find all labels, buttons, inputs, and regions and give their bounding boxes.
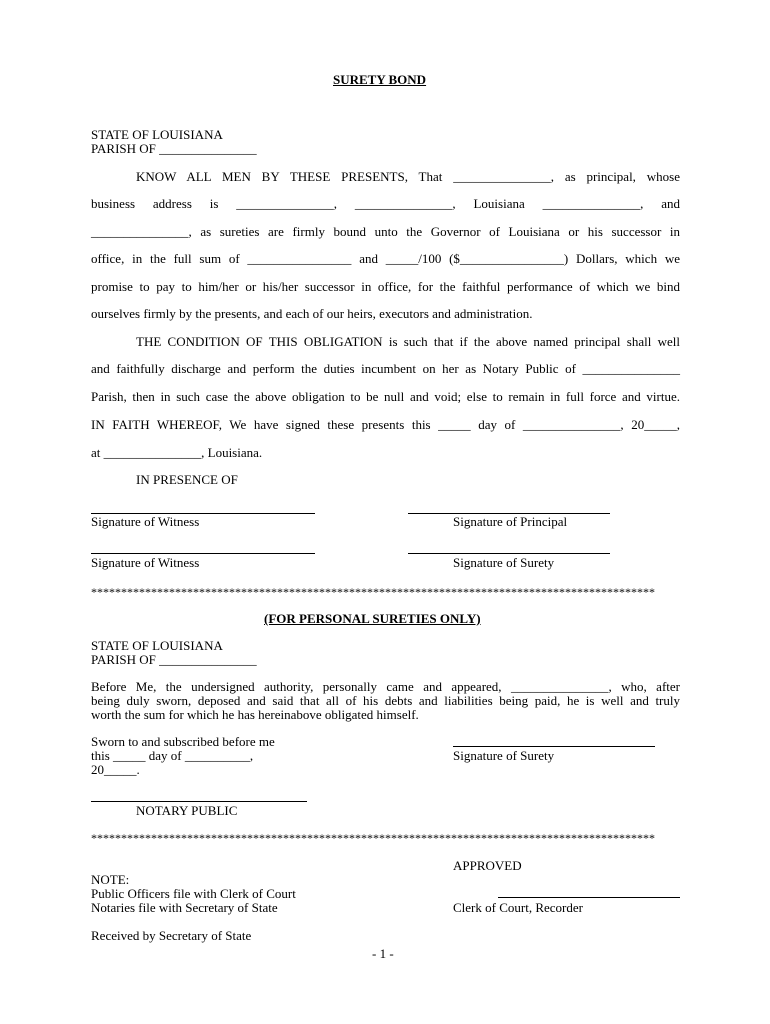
bond-paragraph-line: promise to pay to him/her or his/her successor in office, for the faithful performance of which we bind: [91, 279, 680, 294]
sworn-line: this _____ day of __________,: [91, 748, 254, 763]
bond-paragraph-line: _______________, as sureties are firmly bound unto the Governor of Louisiana or his successor in: [91, 224, 680, 239]
sworn-line: 20_____.: [91, 762, 140, 777]
note-label: NOTE:: [91, 872, 130, 887]
parish-label: PARISH OF _______________: [91, 141, 257, 156]
note-line: Notaries file with Secretary of State: [91, 900, 278, 915]
notary-signature-line: [91, 801, 307, 802]
state-label: STATE OF LOUISIANA: [91, 127, 223, 142]
affidavit-line: being duly sworn, deposed and said that all of his debts and liabilities being paid, he is well and truly: [91, 693, 680, 708]
personal-parish-label: PARISH OF _______________: [91, 652, 257, 667]
in-presence-label: IN PRESENCE OF: [136, 472, 238, 487]
faith-whereof-line: at _______________, Louisiana.: [91, 445, 263, 460]
witness2-signature-label: Signature of Witness: [91, 555, 200, 570]
note-line: Public Officers file with Clerk of Court: [91, 886, 296, 901]
principal-signature-label: Signature of Principal: [453, 514, 568, 529]
personal-surety-signature-label: Signature of Surety: [453, 748, 555, 763]
personal-surety-signature-line: [453, 746, 655, 747]
document-title: SURETY BOND: [333, 72, 427, 87]
asterisk-separator: **********************************************************************************************: [91, 585, 655, 599]
bond-paragraph-line: office, in the full sum of ________________ and _____/100 ($________________) Dollars, which we: [91, 251, 680, 266]
bond-paragraph-line: business address is _______________, _______________, Louisiana _______________, and: [91, 196, 680, 211]
bond-paragraph-line: ourselves firmly by the presents, and each of our heirs, executors and administration.: [91, 306, 533, 321]
condition-paragraph-line: THE CONDITION OF THIS OBLIGATION is such that if the above named principal shall well: [136, 334, 680, 349]
affidavit-line: Before Me, the undersigned authority, personally came and appeared, _______________, who, after: [91, 679, 680, 694]
bond-paragraph-line: KNOW ALL MEN BY THESE PRESENTS, That _______________, as principal, whose: [136, 169, 680, 184]
page-number: - 1 -: [372, 946, 394, 961]
witness1-signature-label: Signature of Witness: [91, 514, 200, 529]
received-label: Received by Secretary of State: [91, 928, 252, 943]
surety-signature-label: Signature of Surety: [453, 555, 555, 570]
witness2-signature-line: [91, 553, 315, 554]
sworn-line: Sworn to and subscribed before me: [91, 734, 275, 749]
condition-paragraph-line: and faithfully discharge and perform the duties incumbent on her as Notary Public of _______________: [91, 361, 680, 376]
asterisk-separator: **********************************************************************************************: [91, 831, 655, 845]
personal-sureties-title: (FOR PERSONAL SURETIES ONLY): [264, 611, 481, 626]
surety-signature-line: [408, 553, 610, 554]
notary-public-label: NOTARY PUBLIC: [136, 803, 238, 818]
faith-whereof-line: IN FAITH WHEREOF, We have signed these presents this _____ day of _______________, 20_____,: [91, 417, 680, 432]
condition-paragraph-line: Parish, then in such case the above obligation to be null and void; else to remain in full force and virtue.: [91, 389, 680, 404]
clerk-signature-line: [498, 897, 680, 898]
affidavit-line: worth the sum for which he has hereinabove obligated himself.: [91, 707, 419, 722]
personal-state-label: STATE OF LOUISIANA: [91, 638, 223, 653]
approved-label: APPROVED: [453, 858, 522, 873]
clerk-label: Clerk of Court, Recorder: [453, 900, 583, 915]
